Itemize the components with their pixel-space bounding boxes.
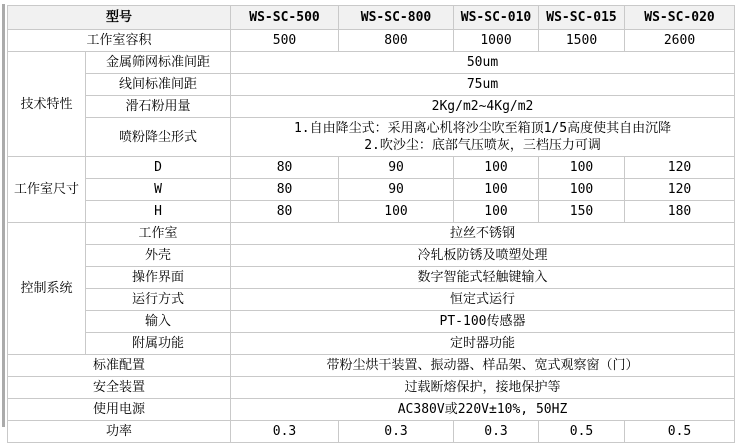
tech-row-mesh (8, 52, 735, 74)
size-value: 90 (339, 157, 454, 179)
control-row-label: 工作室 (86, 223, 231, 245)
size-value: 100 (454, 201, 539, 223)
power-value: 0.5 (625, 421, 735, 443)
control-row-label: 操作界面 (86, 267, 231, 289)
volume-value: 1000 (454, 30, 539, 52)
table-header-row (8, 6, 735, 30)
tech-section-label: 技术特性 (8, 52, 86, 157)
size-value: 80 (231, 157, 339, 179)
control-row-label: 外壳 (86, 245, 231, 267)
tech-row-label: 线间标准间距 (86, 74, 231, 96)
tech-row-talc (8, 96, 735, 118)
tech-row-wire (8, 74, 735, 96)
size-value: 120 (625, 179, 735, 201)
spec-table (7, 5, 735, 443)
size-value: 150 (539, 201, 625, 223)
size-row-w (8, 179, 735, 201)
volume-value: 1500 (539, 30, 625, 52)
header-model-ws-sc-010: WS-SC-010 (454, 6, 539, 30)
size-value: 100 (454, 157, 539, 179)
power-label: 功率 (8, 421, 231, 443)
power-value: 0.3 (231, 421, 339, 443)
tech-row-value (231, 118, 735, 157)
volume-value: 500 (231, 30, 339, 52)
size-row-label: W (86, 179, 231, 201)
safety-label: 安全装置 (8, 377, 231, 399)
size-row-label: D (86, 157, 231, 179)
size-row-d (8, 157, 735, 179)
control-row-value: PT-100传感器 (231, 311, 735, 333)
header-model-ws-sc-500: WS-SC-500 (231, 6, 339, 30)
size-value: 80 (231, 179, 339, 201)
standard-config-row (8, 355, 735, 377)
size-value: 100 (339, 201, 454, 223)
volume-label: 工作室容积 (8, 30, 231, 52)
power-value: 0.5 (539, 421, 625, 443)
header-model-label: 型号 (8, 6, 231, 30)
size-value: 80 (231, 201, 339, 223)
power-supply-value: AC380V或220V±10%, 50HZ (231, 399, 735, 421)
control-row-value: 冷轧板防锈及喷塑处理 (231, 245, 735, 267)
power-row (8, 421, 735, 443)
size-value: 100 (454, 179, 539, 201)
size-value: 90 (339, 179, 454, 201)
control-row-value: 拉丝不锈钢 (231, 223, 735, 245)
safety-row (8, 377, 735, 399)
power-value: 0.3 (454, 421, 539, 443)
size-row-label: H (86, 201, 231, 223)
tech-row-spray (8, 118, 735, 157)
control-row-label: 输入 (86, 311, 231, 333)
size-section-label: 工作室尺寸 (8, 157, 86, 223)
tech-row-label: 金属筛网标准间距 (86, 52, 231, 74)
tech-row-label: 喷粉降尘形式 (86, 118, 231, 157)
control-row-label: 运行方式 (86, 289, 231, 311)
tech-row-value: 50um (231, 52, 735, 74)
tech-row-value: 2Kg/m2~4Kg/m2 (231, 96, 735, 118)
size-value: 120 (625, 157, 735, 179)
volume-value: 2600 (625, 30, 735, 52)
spray-mode-line1: 1.自由降尘式：采用离心机将沙尘吹至箱顶1/5高度使其自由沉降 (293, 121, 672, 136)
control-row-chamber (8, 223, 735, 245)
header-model-ws-sc-015: WS-SC-015 (539, 6, 625, 30)
header-model-ws-sc-800: WS-SC-800 (339, 6, 454, 30)
standard-config-value: 带粉尘烘干装置、振动器、样品架、宽式观察窗（门） (231, 355, 735, 377)
control-row-runmode (8, 289, 735, 311)
control-row-label: 附属功能 (86, 333, 231, 355)
power-supply-label: 使用电源 (8, 399, 231, 421)
volume-row (8, 30, 735, 52)
control-row-ui (8, 267, 735, 289)
control-row-input (8, 311, 735, 333)
standard-config-label: 标准配置 (8, 355, 231, 377)
control-row-aux (8, 333, 735, 355)
power-supply-row (8, 399, 735, 421)
window-left-edge (2, 4, 5, 427)
volume-value: 800 (339, 30, 454, 52)
tech-row-label: 滑石粉用量 (86, 96, 231, 118)
spray-mode-line2: 2.吹沙尘：底部气压喷灰，三档压力可调 (364, 138, 601, 153)
size-row-h (8, 201, 735, 223)
power-value: 0.3 (339, 421, 454, 443)
control-row-shell (8, 245, 735, 267)
control-row-value: 定时器功能 (231, 333, 735, 355)
size-value: 180 (625, 201, 735, 223)
size-value: 100 (539, 179, 625, 201)
size-value: 100 (539, 157, 625, 179)
header-model-ws-sc-020: WS-SC-020 (625, 6, 735, 30)
control-row-value: 数字智能式轻触键输入 (231, 267, 735, 289)
tech-row-value: 75um (231, 74, 735, 96)
safety-value: 过载断熔保护，接地保护等 (231, 377, 735, 399)
control-row-value: 恒定式运行 (231, 289, 735, 311)
control-section-label: 控制系统 (8, 223, 86, 355)
